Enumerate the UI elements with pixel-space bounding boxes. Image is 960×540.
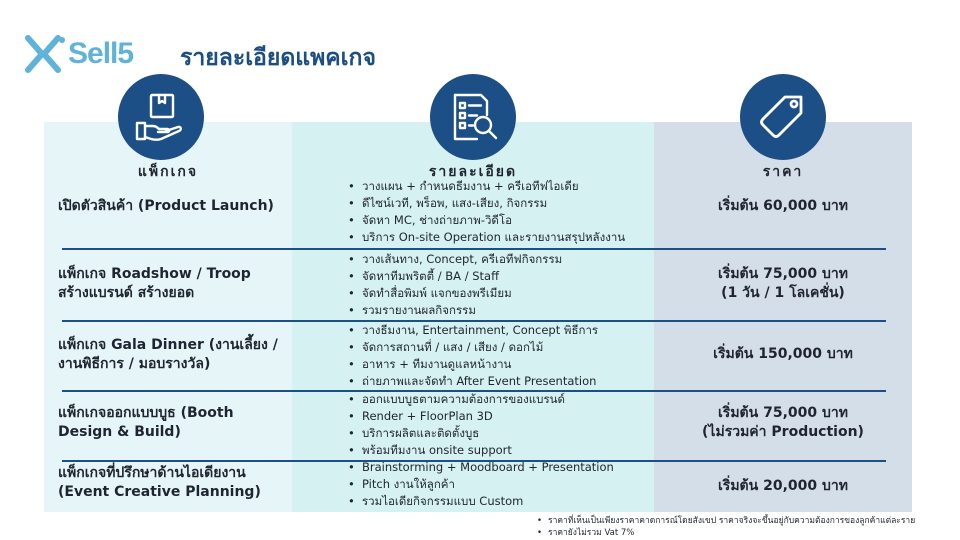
logo-text: Sell5 bbox=[68, 37, 134, 70]
list-item: • พร้อมทีมงาน onsite support bbox=[346, 442, 696, 459]
package-price: เริ่มต้น 20,000 บาท bbox=[718, 478, 848, 494]
list-item: • วางเส้นทาง, Concept, ครีเอทีฟกิจกรรม bbox=[346, 251, 696, 268]
package-name: แพ็กเกจที่ปรึกษาด้านไอเดียงาน (Event Creative Planning) bbox=[58, 465, 261, 500]
x-logo-icon bbox=[24, 34, 72, 74]
list-item: • จัดหา MC, ช่างถ่ายภาพ-วิดีโอ bbox=[346, 212, 696, 229]
page-title: รายละเอียดแพคเกจ bbox=[180, 45, 376, 71]
hand-box-icon bbox=[133, 89, 189, 145]
package-name: เปิดตัวสินค้า (Product Launch) bbox=[58, 198, 274, 214]
list-item: • Brainstorming + Moodboard + Presentation bbox=[346, 459, 696, 476]
package-details bbox=[346, 391, 696, 459]
footnote-item: • ราคายังไม่รวม Vat 7% bbox=[536, 527, 915, 539]
list-item: • วางแผน + กำหนดธีมงาน + ครีเอทีฟไอเดีย bbox=[346, 178, 696, 195]
list-item: • Pitch งานให้ลูกค้า bbox=[346, 476, 696, 493]
list-item: • จัดการสถานที่ / แสง / เสียง / ดอกไม้ bbox=[346, 339, 696, 356]
package-name: แพ็กเกจ Gala Dinner (งานเลี้ยง / งานพิธีการ / มอบรางวัล) bbox=[58, 337, 278, 372]
details-column-badge bbox=[430, 74, 516, 160]
package-name: แพ็กเกจ Roadshow / Troop สร้างแบรนด์ สร้างยอด bbox=[58, 266, 251, 301]
column-header-price: ราคา bbox=[762, 164, 804, 180]
list-item: • บริการ On-site Operation และรายงานสรุปหลังงาน bbox=[346, 229, 696, 246]
package-price: เริ่มต้น 60,000 บาท bbox=[718, 198, 848, 214]
list-item: • ถ่ายภาพและจัดทำ After Event Presentation bbox=[346, 373, 696, 390]
package-column-badge bbox=[118, 74, 204, 160]
package-details bbox=[346, 251, 696, 319]
list-item: • Render + FloorPlan 3D bbox=[346, 408, 696, 425]
checklist-magnifier-icon bbox=[445, 89, 501, 145]
package-details bbox=[346, 322, 696, 390]
list-item: • จัดหาทีมพริตตี้ / BA / Staff bbox=[346, 268, 696, 285]
list-item: • รวมไอเดียกิจกรรมแบบ Custom bbox=[346, 493, 696, 510]
list-item: • รวมรายงานผลกิจกรรม bbox=[346, 302, 696, 319]
price-column-badge bbox=[740, 74, 826, 160]
column-header-package: แพ็กเกจ bbox=[137, 164, 199, 180]
list-item: • จัดทำสื่อพิมพ์ แจกของพรีเมียม bbox=[346, 285, 696, 302]
package-details bbox=[346, 459, 696, 510]
column-header-details: รายละเอียด bbox=[428, 164, 518, 180]
package-details bbox=[346, 178, 696, 246]
footnote-item: • ราคาที่เห็นเป็นเพียงราคาคาดการณ์โดยสังเขป ราคาจริงจะขึ้นอยู่กับความต้องการของลูกค้าแต่ละราย bbox=[536, 515, 915, 527]
sell5-logo bbox=[24, 34, 134, 74]
package-price: เริ่มต้น 75,000 บาท (ไม่รวมค่า Production) bbox=[702, 405, 864, 440]
package-price: เริ่มต้น 150,000 บาท bbox=[713, 346, 853, 362]
row-divider bbox=[62, 248, 886, 250]
list-item: • ดีไซน์เวที, พร็อพ, แสง-เสียง, กิจกรรม bbox=[346, 195, 696, 212]
price-tag-icon bbox=[755, 89, 811, 145]
footnotes bbox=[536, 515, 915, 539]
package-price: เริ่มต้น 75,000 บาท (1 วัน / 1 โลเคชั่น) bbox=[718, 266, 848, 301]
list-item: • บริการผลิตและติดตั้งบูธ bbox=[346, 425, 696, 442]
package-name: แพ็กเกจออกแบบบูธ (Booth Design & Build) bbox=[58, 405, 234, 440]
list-item: • อาหาร + ทีมงานดูแลหน้างาน bbox=[346, 356, 696, 373]
list-item: • วางธีมงาน, Entertainment, Concept พิธีการ bbox=[346, 322, 696, 339]
list-item: • ออกแบบบูธตามความต้องการของแบรนด์ bbox=[346, 391, 696, 408]
